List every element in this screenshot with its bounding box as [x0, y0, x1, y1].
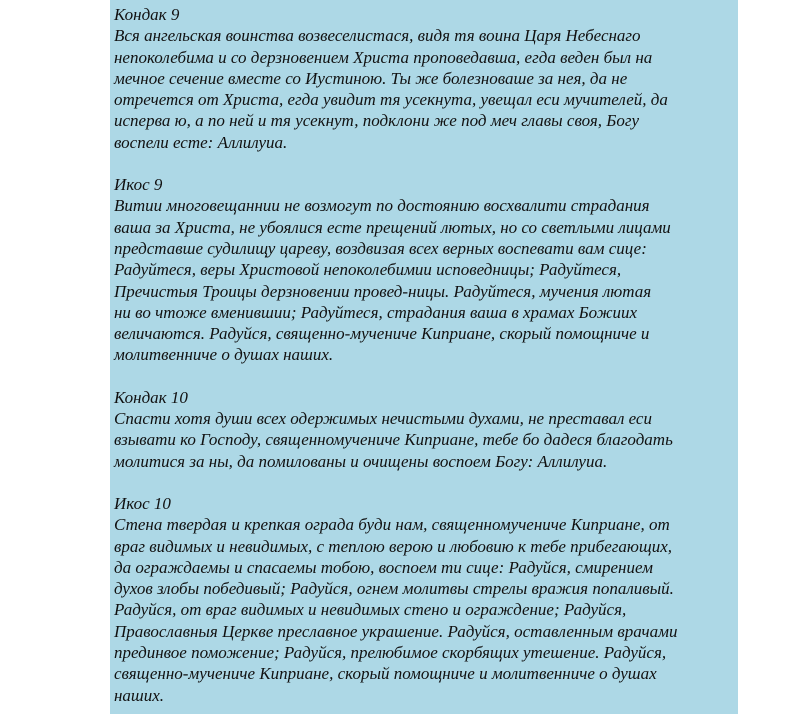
- text-line: молитвенниче о душах наших.: [114, 345, 334, 365]
- section-heading: Икос 9: [114, 175, 163, 195]
- section-ikos-9: [114, 174, 738, 366]
- text-line: ваша за Христа, не убоялися есте прещений лютых, но со светлыми лицами: [114, 217, 671, 237]
- section-heading: Кондак 10: [114, 387, 188, 407]
- text-line: ни во чтоже вменившии; Радуйтеся, страдания ваша в храмах Божиих: [114, 302, 638, 322]
- text-line: наших.: [114, 685, 165, 705]
- text-line: Православныя Церкве преславное украшение. Радуйся, оставленным врачами: [114, 621, 678, 641]
- text-line: мечное сечение вместе со Иустиною. Ты же болезноваше за нея, да не: [114, 68, 628, 88]
- text-line: враг видимых и невидимых, с теплою верою и любовию к тебе прибегающих,: [114, 536, 673, 556]
- text-line: исперва ю, а по ней и тя усекнут, подклони же под меч главы своя, Богу: [114, 111, 640, 131]
- text-line: молитися за ны, да помилованы и очищены воспоем Богу: Аллилуиа.: [114, 451, 608, 471]
- text-line: непоколебима и со дерзновением Христа проповедавша, егда веден был на: [114, 47, 653, 67]
- text-line: отречется от Христа, егда увидит тя усекнута, увещал еси мучителей, да: [114, 90, 668, 110]
- text-line: Спасти хотя души всех одержимых нечистыми духами, не преставал еси: [114, 409, 652, 429]
- text-line: Пречистыя Троицы дерзновении провед-ницы. Радуйтеся, мучения лютая: [114, 281, 652, 301]
- section-ikos-10: [114, 493, 738, 706]
- section-heading: Кондак 9: [114, 5, 180, 24]
- text-line: священно-мучениче Киприане, скорый помощниче и молитвенниче о душах: [114, 664, 657, 684]
- text-line: воспели есте: Аллилуиа.: [114, 132, 288, 152]
- text-line: духов злобы победивый; Радуйся, огнем молитвы стрелы вражия попаливый.: [114, 579, 674, 599]
- text-line: представше судилищу цареву, воздвизая всех верных воспевати вам сице:: [114, 238, 647, 258]
- text-line: Вся ангельская воинства возвеселистася, видя тя воина Царя Небеснаго: [114, 26, 641, 46]
- text-line: Стена твердая и крепкая ограда буди нам, священномучениче Киприане, от: [114, 515, 670, 535]
- text-line: да ограждаемы и спасаемы тобою, воспоем ти сице: Радуйся, смирением: [114, 557, 653, 577]
- section-kondak-9: [114, 4, 738, 153]
- text-line: Радуйся, от враг видимых и невидимых стено и ограждение; Радуйся,: [114, 600, 627, 620]
- text-line: Витии многовещаннии не возмогут по достоянию восхвалити страдания: [114, 196, 650, 216]
- section-kondak-10: [114, 387, 738, 472]
- text-panel: [110, 0, 738, 714]
- text-line: взывати ко Господу, священномучениче Киприане, тебе бо дадеся благодать: [114, 430, 673, 450]
- section-heading: Икос 10: [114, 493, 171, 513]
- text-line: прединвое поможение; Радуйся, прелюбимое скорбящих утешение. Радуйся,: [114, 643, 667, 663]
- text-line: Радуйтеся, веры Христовой непоколебимии исповедницы; Радуйтеся,: [114, 260, 622, 280]
- text-line: величаются. Радуйся, священно-мучениче Киприане, скорый помощниче и: [114, 324, 650, 344]
